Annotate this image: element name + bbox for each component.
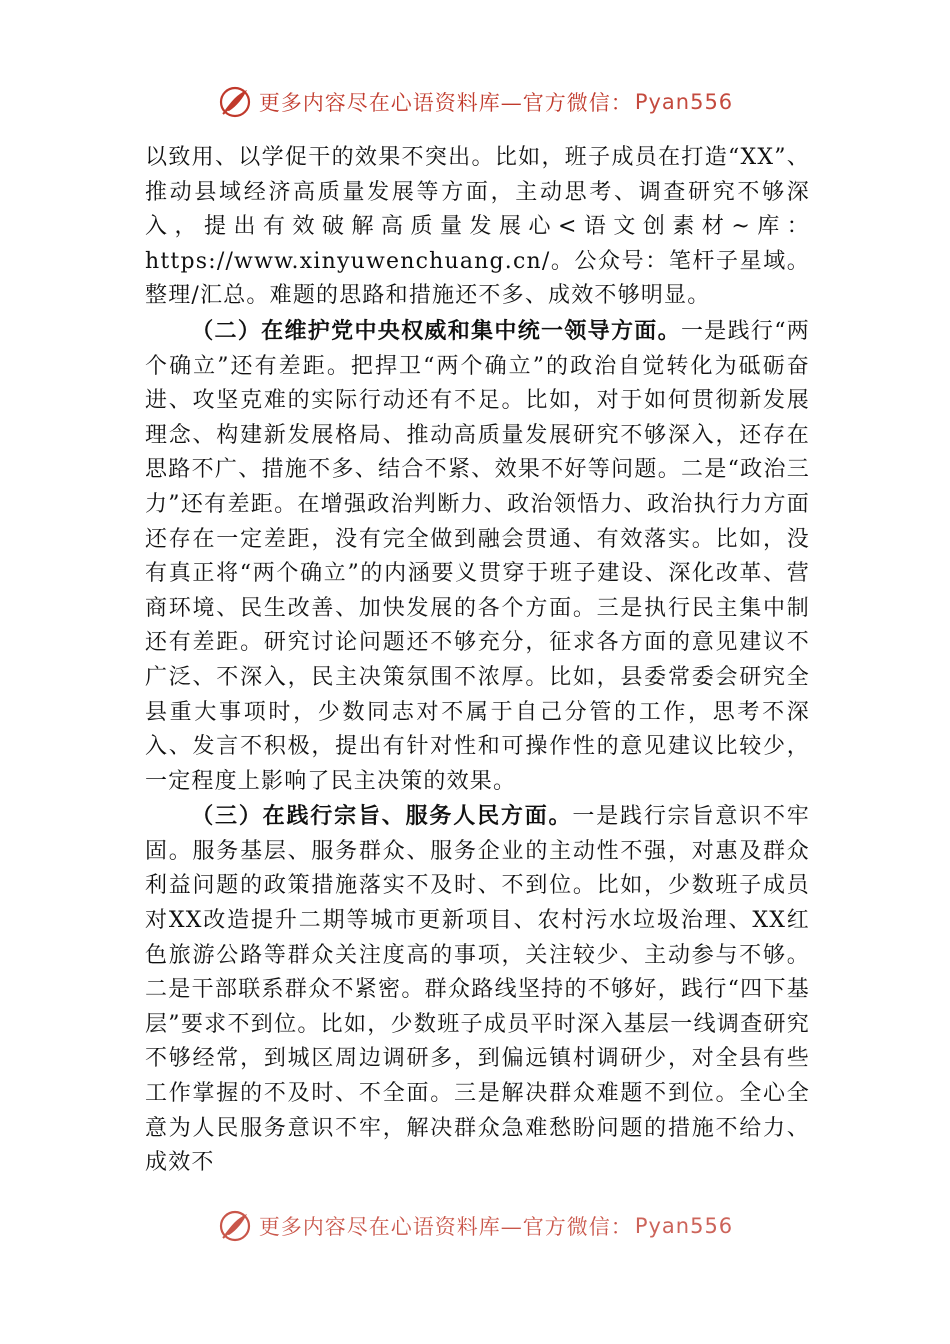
section-2-heading: （二）在维护党中央权威和集中统一领导方面。 [191,317,681,344]
watermark-id: Pyan556 [634,1214,734,1238]
paragraph-1-text: 以致用、以学促干的效果不突出。比如，班子成员在打造“XX”、推动县域经济高质量发展等方面，主动思考、调查研究不够深入，提出有效破解高质量发展心<语文创素材~库：https://www.xinyuwenchuang.cn/。公众号：笔杆子星域。整理/汇总。难题的思路和措施还不多、成效不够明显。 [145,145,810,309]
watermark-text: 更多内容尽在心语资料库—官方微信： [258,1215,633,1239]
quill-seal-icon [217,84,253,120]
paragraph-3-text: 一是践行宗旨意识不牢固。服务基层、服务群众、服务企业的主动性不强，对惠及群众利益问题的政策措施落实不及时、不到位。比如，少数班子成员对XX改造提升二期等城市更新项目、农村污水垃圾治理、XX红色旅游公路等群众关注度高的事项，关注较少、主动参与不够。二是干部联系群众不紧密。群众路线坚持的不够好，践行“四下基层”要求不到位。比如，少数班子成员平时深入基层一线调查研究不够经常，到城区周边调研多，到偏远镇村调研少，对全县有些工作掌握的不及时、不全面。三是解决群众难题不到位。全心全意为人民服务意识不牢，解决群众急难愁盼问题的措施不给力、成效不 [145,804,810,1176]
watermark-id: Pyan556 [634,90,734,114]
paragraph-3 [145,799,810,1181]
paragraph-1 [145,141,810,314]
watermark-header [0,80,950,124]
quill-seal-icon [217,1208,253,1244]
section-3-heading: （三）在践行宗旨、服务人民方面。 [191,803,573,830]
watermark-text: 更多内容尽在心语资料库—官方微信： [258,91,633,115]
paragraph-2-text: 一是践行“两个确立”还有差距。把捍卫“两个确立”的政治自觉转化为砥砺奋进、攻坚克难的实际行动还有不足。比如，对于如何贯彻新发展理念、构建新发展格局、推动高质量发展研究不够深入，还存在思路不广、措施不多、结合不紧、效果不好等问题。二是“政治三力”还有差距。在增强政治判断力、政治领悟力、政治执行力方面还存在一定差距，没有完全做到融会贯通、有效落实。比如，没有真正将“两个确立”的内涵要义贯穿于班子建设、深化改革、营商环境、民生改善、加快发展的各个方面。三是执行民主集中制还有差距。研究讨论问题还不够充分，征求各方面的意见建议不广泛、不深入，民主决策氛围不浓厚。比如，县委常委会研究全县重大事项时，少数同志对不属于自己分管的工作，思考不深入、发言不积极，提出有针对性和可操作性的意见建议比较少，一定程度上影响了民主决策的效果。 [145,318,811,794]
document-body [145,141,810,1181]
paragraph-2 [145,314,810,799]
watermark-footer [0,1204,950,1248]
